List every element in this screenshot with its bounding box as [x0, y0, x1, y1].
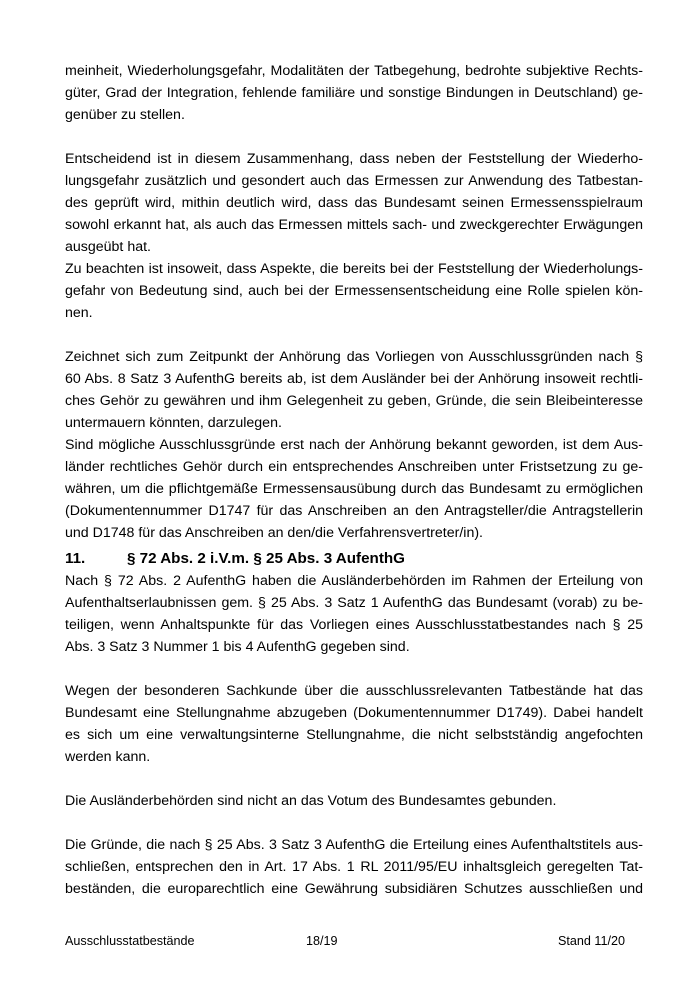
- text-line: nen.: [65, 305, 93, 321]
- document-body: [65, 60, 643, 900]
- text-line: Entscheidend ist in diesem Zusammenhang, dass neben der Feststellung der Wiederho-: [65, 151, 643, 167]
- paragraph: [65, 346, 643, 434]
- text-line: ausgeübt hat.: [65, 239, 151, 255]
- text-line: Wegen der besonderen Sachkunde über die ausschlussrelevanten Tatbestände hat das: [65, 683, 643, 699]
- text-line: 60 Abs. 8 Satz 3 AufenthG bereits ab, ist dem Ausländer bei der Anhörung insoweit rechtli-: [65, 371, 643, 387]
- text-line: Aufenthaltserlaubnissen gem. § 25 Abs. 3 Satz 1 AufenthG das Bundesamt (vorab) zu be-: [65, 595, 643, 611]
- text-line: gefahr von Bedeutung sind, auch bei der Ermessensentscheidung eine Rolle spielen kön-: [65, 283, 643, 299]
- paragraph: [65, 60, 643, 126]
- text-line: Zu beachten ist insoweit, dass Aspekte, die bereits bei der Feststellung der Wiederholungs-: [65, 261, 643, 277]
- text-line: des geprüft wird, mithin deutlich wird, dass das Bundesamt seinen Ermessensspielraum: [65, 195, 643, 211]
- section-title: § 72 Abs. 2 i.V.m. § 25 Abs. 3 AufenthG: [127, 550, 405, 567]
- text-line: Bundesamt eine Stellungnahme abzugeben (Dokumentennummer D1749). Dabei handelt: [65, 705, 643, 721]
- paragraph: [65, 434, 643, 544]
- footer-version: Stand 11/20: [558, 934, 625, 948]
- text-line: (Dokumentennummer D1747 für das Anschreiben an den Antragsteller/die Antragstellerin: [65, 503, 643, 519]
- section-heading: [65, 548, 643, 570]
- footer-document-title: Ausschlusstatbestände: [65, 934, 195, 948]
- text-line: Die Gründe, die nach § 25 Abs. 3 Satz 3 AufenthG die Erteilung eines Aufenthaltstitels aus-: [65, 837, 643, 853]
- text-line: teiligen, wenn Anhaltspunkte für das Vorliegen eines Ausschlusstatbestandes nach § 25: [65, 617, 643, 633]
- text-line: Abs. 3 Satz 3 Nummer 1 bis 4 AufenthG gegeben sind.: [65, 639, 410, 655]
- text-line: beständen, die europarechtlich eine Gewährung subsidiären Schutzes ausschließen und: [65, 881, 643, 897]
- text-line: güter, Grad der Integration, fehlende familiäre und sonstige Bindungen in Deutschland) ge-: [65, 85, 643, 101]
- paragraph: [65, 680, 643, 768]
- text-line: Zeichnet sich zum Zeitpunkt der Anhörung das Vorliegen von Ausschlussgründen nach §: [65, 349, 643, 365]
- paragraph: [65, 258, 643, 324]
- paragraph: [65, 834, 643, 900]
- text-line: lungsgefahr zusätzlich und gesondert auch das Ermessen zur Anwendung des Tatbestan-: [65, 173, 643, 189]
- footer-page-number: 18/19: [306, 934, 338, 948]
- text-line: Die Ausländerbehörden sind nicht an das Votum des Bundesamtes gebunden.: [65, 793, 557, 809]
- text-line: sowohl erkannt hat, als auch das Ermessen mittels sach- und zweckgerechter Erwägungen: [65, 217, 643, 233]
- text-line: und D1748 für das Anschreiben an den/die Verfahrensvertreter/in).: [65, 525, 484, 541]
- paragraph: [65, 148, 643, 258]
- paragraph: [65, 790, 643, 812]
- paragraph: [65, 570, 643, 658]
- text-line: meinheit, Wiederholungsgefahr, Modalitäten der Tatbegehung, bedrohte subjektive Rechts-: [65, 63, 643, 79]
- text-line: ches Gehör zu gewähren und ihm Gelegenheit zu geben, Gründe, die sein Bleibeinteresse: [65, 393, 643, 409]
- text-line: es sich um eine verwaltungsinterne Stellungnahme, die nicht selbstständig angefochten: [65, 727, 643, 743]
- text-line: werden kann.: [65, 749, 151, 765]
- text-line: untermauern könnten, darzulegen.: [65, 415, 282, 431]
- text-line: schließen, entsprechen den in Art. 17 Abs. 1 RL 2011/95/EU inhaltsgleich geregelten Tat-: [65, 859, 643, 875]
- text-line: währen, um die pflichtgemäße Ermessensausübung durch das Bundesamt zu ermöglichen: [65, 481, 643, 497]
- text-line: länder rechtliches Gehör durch ein entsprechendes Anschreiben unter Fristsetzung zu ge-: [65, 459, 643, 475]
- text-line: Sind mögliche Ausschlussgründe erst nach der Anhörung bekannt geworden, ist dem Aus-: [65, 437, 643, 453]
- text-line: genüber zu stellen.: [65, 107, 185, 123]
- text-line: Nach § 72 Abs. 2 AufenthG haben die Ausländerbehörden im Rahmen der Erteilung von: [65, 573, 643, 589]
- section-number: 11.: [65, 550, 86, 567]
